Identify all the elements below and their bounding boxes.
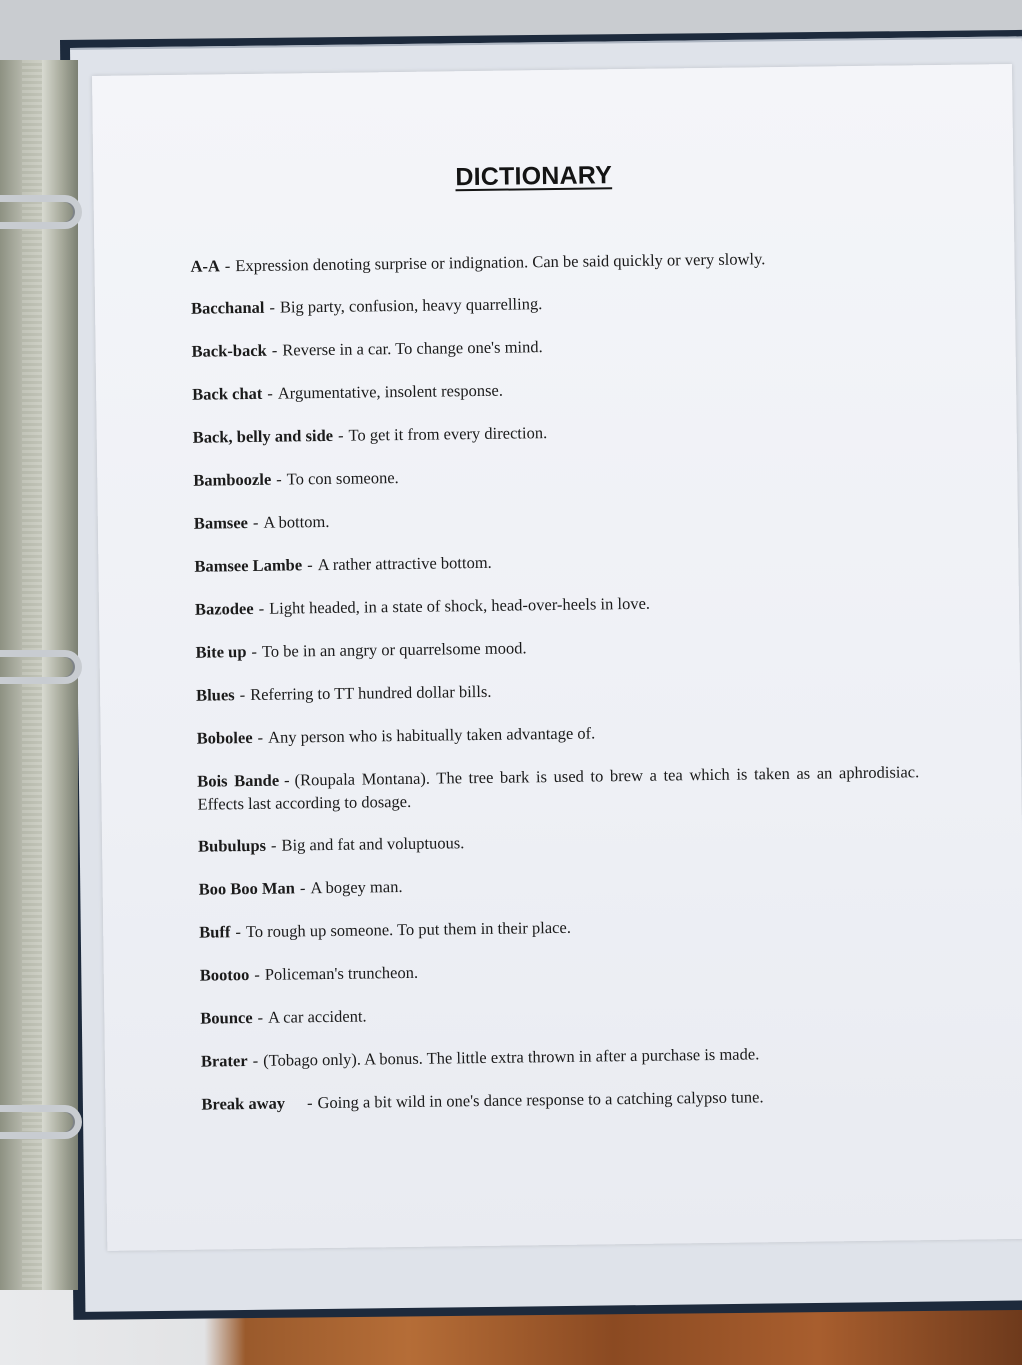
dictionary-entry: Bubulups - Big and fat and voluptuous.	[197, 833, 465, 856]
entry-term: Brater	[200, 1051, 248, 1071]
entry-term: Back, belly and side	[192, 425, 334, 447]
entry-term: Blues	[195, 685, 235, 705]
entry-term: Bamsee Lambe	[194, 555, 303, 576]
entry-term: Bazodee	[194, 598, 254, 619]
dictionary-page	[92, 64, 1022, 1251]
entry-term: Bacchanal	[190, 297, 265, 318]
dictionary-entry: Buff - To rough up someone. To put them in their place.	[199, 917, 572, 942]
entry-term: Break away	[201, 1093, 286, 1114]
entry-term: Buff	[199, 922, 231, 942]
entry-definition: To get it from every direction.	[348, 423, 548, 445]
dictionary-entry: A-A - Expression denoting surprise or indignation. Can be said quickly or very slowly.	[190, 249, 766, 276]
entry-definition: Argumentative, insolent response.	[277, 380, 504, 403]
dictionary-entry: Back chat - Argumentative, insolent response.	[192, 380, 504, 404]
dictionary-entry: Bamboozle - To con someone.	[193, 468, 399, 490]
entry-definition: Big and fat and voluptuous.	[281, 833, 465, 855]
entry-term: Bubulups	[197, 835, 267, 856]
binder-ring-middle	[0, 650, 82, 684]
entry-definition: Expression denoting surprise or indignation. Can be said quickly or very slowly.	[235, 249, 766, 276]
entry-definition: Light headed, in a state of shock, head-over-heels in love.	[269, 593, 651, 618]
entry-definition: To con someone.	[286, 468, 399, 489]
dictionary-entry: Back, belly and side - To get it from every direction.	[192, 423, 548, 447]
dictionary-entry: Break away - Going a bit wild in one's dance response to a catching calypso tune.	[201, 1087, 764, 1114]
binder-ring-top	[0, 195, 82, 229]
dictionary-entry: Bois Bande - (Roupala Montana). The tree bark is used to brew a tea which is taken as an aphrodisiac. Effects last according to dosage.	[197, 762, 920, 814]
entry-term: Boo Boo Man	[198, 878, 296, 899]
dictionary-entry: Bamsee Lambe - A rather attractive bottom.	[194, 552, 492, 576]
dictionary-entry: Brater - (Tobago only). A bonus. The little extra thrown in after a purchase is made.	[200, 1044, 760, 1071]
dictionary-entry: Bazodee - Light headed, in a state of shock, head-over-heels in love.	[194, 593, 651, 619]
dictionary-entry: Bite up - To be in an angry or quarrelsome mood.	[195, 638, 527, 662]
entry-definition: (Tobago only). A bonus. The little extra thrown in after a purchase is made.	[263, 1044, 760, 1070]
dictionary-entry: Bootoo - Policeman's truncheon.	[199, 962, 419, 985]
entry-definition: A bottom.	[263, 511, 330, 532]
dictionary-entry: Back-back - Reverse in a car. To change one's mind.	[191, 337, 543, 361]
dictionary-entry: Bobolee - Any person who is habitually taken advantage of.	[196, 723, 596, 748]
entry-definition: Going a bit wild in one's dance response to a catching calypso tune.	[317, 1087, 764, 1113]
entry-definition: Any person who is habitually taken advantage of.	[267, 723, 596, 747]
entry-term: Bois Bande	[197, 770, 280, 791]
page-title: DICTIONARY	[455, 161, 613, 192]
entry-definition: (Roupala Montana). The tree bark is used to brew a tea which is taken as an aphrodisiac. Effects last according to dosage.	[197, 762, 920, 814]
binder-ring-bottom	[0, 1105, 82, 1139]
entry-term: Bootoo	[199, 965, 250, 985]
entry-term: Bamsee	[193, 512, 249, 533]
entry-term: Back-back	[191, 340, 267, 361]
dictionary-entry: Boo Boo Man - A bogey man.	[198, 877, 403, 899]
entry-definition: Big party, confusion, heavy quarrelling.	[279, 294, 543, 317]
entry-definition: Referring to TT hundred dollar bills.	[250, 681, 492, 704]
entry-definition: Reverse in a car. To change one's mind.	[282, 337, 543, 360]
entry-definition: To rough up someone. To put them in their place.	[245, 917, 572, 942]
dictionary-entry: Bamsee - A bottom.	[193, 511, 330, 533]
entry-definition: A rather attractive bottom.	[317, 552, 492, 575]
entry-term: Bobolee	[196, 727, 253, 748]
dictionary-entry: Bacchanal - Big party, confusion, heavy quarrelling.	[190, 294, 543, 318]
entry-definition: Policeman's truncheon.	[264, 962, 419, 984]
entry-definition: To be in an angry or quarrelsome mood.	[261, 638, 527, 661]
dictionary-entry: Bounce - A car accident.	[200, 1006, 367, 1028]
dictionary-entry: Blues - Referring to TT hundred dollar bills.	[195, 681, 492, 705]
entry-term: Back chat	[192, 383, 263, 404]
entry-definition: A car accident.	[267, 1006, 367, 1027]
entry-definition: A bogey man.	[310, 877, 403, 898]
entry-term: A-A	[190, 256, 220, 276]
entry-term: Bounce	[200, 1007, 253, 1028]
entry-term: Bamboozle	[193, 469, 272, 490]
entry-term: Bite up	[195, 642, 247, 662]
